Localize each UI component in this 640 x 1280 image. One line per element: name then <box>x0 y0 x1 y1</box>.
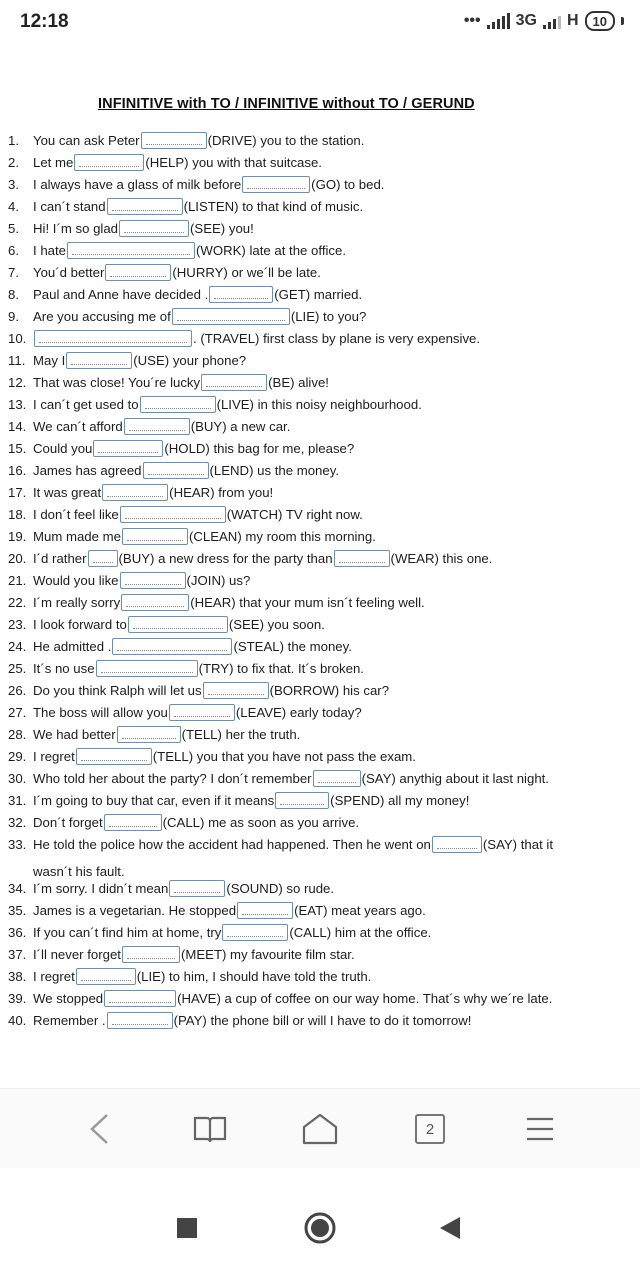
exercise-number: 23. <box>8 617 27 632</box>
exercise-item <box>8 1012 471 1029</box>
exercise-text: If you can´t find him at home, try <box>33 925 222 940</box>
answer-blank[interactable] <box>121 594 189 611</box>
exercise-text: We stopped <box>33 991 104 1006</box>
worksheet-title: INFINITIVE with TO / INFINITIVE without TO / GERUND <box>98 96 475 112</box>
answer-blank[interactable] <box>105 264 171 281</box>
exercise-number: 27. <box>8 705 27 720</box>
system-back-button[interactable] <box>430 1208 470 1248</box>
menu-button[interactable] <box>518 1107 562 1151</box>
exercise-number: 38. <box>8 969 27 984</box>
answer-blank[interactable] <box>237 902 293 919</box>
answer-blank[interactable] <box>76 748 152 765</box>
exercise-number: 19. <box>8 529 27 544</box>
answer-blank[interactable] <box>66 352 132 369</box>
answer-blank[interactable] <box>96 660 198 677</box>
answer-blank[interactable] <box>107 198 183 215</box>
exercise-item <box>8 286 362 303</box>
battery-level: 10 <box>592 13 607 29</box>
exercise-number: 21. <box>8 573 27 588</box>
exercise-item <box>8 418 290 435</box>
exercise-text: Who told her about the party? I don´t remember <box>33 771 312 786</box>
exercise-number: 6. <box>8 243 19 258</box>
status-indicators <box>464 11 624 31</box>
exercise-item <box>8 132 364 149</box>
exercise-text: That was close! You´re lucky <box>33 375 201 390</box>
exercise-number: 3. <box>8 177 19 192</box>
exercise-text: I´m really sorry <box>33 595 121 610</box>
exercise-text: Don´t forget <box>33 815 103 830</box>
exercise-number: 20. <box>8 551 27 566</box>
network-type: 3G <box>515 12 537 29</box>
exercise-item <box>8 880 334 897</box>
exercise-text: (EAT) meat years ago. <box>294 903 426 918</box>
exercise-item <box>8 616 325 633</box>
answer-blank[interactable] <box>117 726 181 743</box>
answer-blank[interactable] <box>141 132 207 149</box>
exercise-item <box>8 682 389 699</box>
exercise-number: 10. <box>8 331 27 346</box>
exercise-number: 29. <box>8 749 27 764</box>
browser-toolbar <box>0 1088 640 1168</box>
exercise-item <box>8 396 422 413</box>
exercise-number: 15. <box>8 441 27 456</box>
exercise-text: James is a vegetarian. He stopped <box>33 903 237 918</box>
exercise-item <box>8 792 469 809</box>
exercise-text: (HEAR) from you! <box>169 485 274 500</box>
exercise-number: 4. <box>8 199 19 214</box>
exercise-item <box>8 506 363 523</box>
answer-blank[interactable] <box>275 792 329 809</box>
exercise-33-continuation: wasn´t his fault. <box>33 864 125 879</box>
network-type-2: H <box>566 12 579 29</box>
answer-blank[interactable] <box>172 308 290 325</box>
exercise-item <box>8 990 552 1007</box>
exercise-text: (LIE) to him, I should have told the truth. <box>136 969 372 984</box>
exercise-number: 12. <box>8 375 27 390</box>
exercise-text: (SEE) you soon. <box>228 617 325 632</box>
exercise-item <box>8 946 355 963</box>
exercise-item <box>8 264 321 281</box>
exercise-text: (LIE) to you? <box>290 309 367 324</box>
exercise-text: (LEND) us the money. <box>209 463 339 478</box>
circle-icon <box>303 1211 337 1245</box>
exercise-item <box>8 550 492 567</box>
exercise-text: (DRIVE) you to the station. <box>207 133 365 148</box>
exercise-text: (SPEND) all my money! <box>330 793 470 808</box>
answer-blank[interactable] <box>432 836 482 853</box>
answer-blank[interactable] <box>67 242 195 259</box>
exercise-text: (WEAR) this one. <box>390 551 493 566</box>
exercise-text: (SEE) you! <box>190 221 254 236</box>
exercise-text: I always have a glass of milk before <box>33 177 242 192</box>
exercise-text: (HELP) you with that suitcase. <box>145 155 322 170</box>
exercise-text: (TRY) to fix that. It´s broken. <box>198 661 364 676</box>
worksheet-document[interactable] <box>0 44 640 1064</box>
exercise-number: 2. <box>8 155 19 170</box>
exercise-item <box>8 374 329 391</box>
exercise-item <box>8 968 371 985</box>
exercise-item <box>8 484 273 501</box>
exercise-text: . (TRAVEL) first class by plane is very expensive. <box>193 331 481 346</box>
status-time: 12:18 <box>20 11 69 32</box>
square-icon <box>176 1217 198 1239</box>
answer-blank[interactable] <box>102 484 168 501</box>
exercise-text: I´m sorry. I didn´t mean <box>33 881 169 896</box>
system-home-button[interactable] <box>300 1208 340 1248</box>
answer-blank[interactable] <box>112 638 232 655</box>
answer-blank[interactable] <box>169 880 225 897</box>
answer-blank[interactable] <box>120 572 186 589</box>
exercise-number: 30. <box>8 771 27 786</box>
exercise-text: (BUY) a new car. <box>190 419 291 434</box>
exercise-text: I don´t feel like <box>33 507 119 522</box>
system-navigation-bar <box>0 1190 640 1280</box>
exercise-item <box>8 528 376 545</box>
exercise-number: 14. <box>8 419 27 434</box>
exercise-text: (HAVE) a cup of coffee on our way home. That´s why we´re late. <box>177 991 553 1006</box>
exercise-number: 22. <box>8 595 27 610</box>
exercise-number: 34. <box>8 881 27 896</box>
exercise-item <box>8 572 250 589</box>
exercise-number: 7. <box>8 265 19 280</box>
answer-blank[interactable] <box>119 220 189 237</box>
exercise-number: 8. <box>8 287 19 302</box>
answer-blank[interactable] <box>313 770 361 787</box>
exercise-text: You can ask Peter <box>33 133 140 148</box>
exercise-number: 11. <box>8 353 26 368</box>
exercise-item <box>8 594 425 611</box>
exercise-text: (JOIN) us? <box>186 573 251 588</box>
exercise-text: Let me <box>33 155 74 170</box>
signal-icon-2 <box>543 13 561 29</box>
answer-blank[interactable] <box>107 1012 173 1029</box>
exercise-text: Do you think Ralph will let us <box>33 683 202 698</box>
battery-icon <box>585 11 615 31</box>
home-button[interactable] <box>298 1107 342 1151</box>
battery-tip-icon <box>621 17 624 25</box>
exercise-text: I can´t get used to <box>33 397 139 412</box>
notification-dots: ••• <box>463 12 481 29</box>
exercise-item <box>8 462 339 479</box>
answer-blank[interactable] <box>122 528 188 545</box>
answer-blank[interactable] <box>104 814 162 831</box>
exercise-number: 35. <box>8 903 27 918</box>
exercise-text: (LEAVE) early today? <box>235 705 362 720</box>
exercise-number: 37. <box>8 947 27 962</box>
exercise-number: 18. <box>8 507 27 522</box>
exercise-text: Mum made me <box>33 529 121 544</box>
exercise-text: I´m going to buy that car, even if it means <box>33 793 275 808</box>
exercise-number: 39. <box>8 991 27 1006</box>
answer-blank[interactable] <box>143 462 209 479</box>
exercise-item <box>8 726 300 743</box>
exercise-item <box>8 242 346 259</box>
exercise-text: (LISTEN) to that kind of music. <box>183 199 364 214</box>
exercise-text: Would you like <box>33 573 119 588</box>
exercise-item <box>8 770 549 787</box>
exercise-number: 5. <box>8 221 19 236</box>
exercise-text: (GO) to bed. <box>311 177 385 192</box>
exercise-text: (USE) your phone? <box>133 353 247 368</box>
exercise-item <box>8 814 359 831</box>
exercise-item <box>8 308 366 325</box>
exercise-number: 16. <box>8 463 27 478</box>
exercise-text: (BUY) a new dress for the party than <box>118 551 333 566</box>
exercise-text: The boss will allow you <box>33 705 168 720</box>
answer-blank[interactable] <box>34 330 192 347</box>
exercise-text: Remember . <box>33 1013 106 1028</box>
exercise-text: (SOUND) so rude. <box>226 881 335 896</box>
exercise-number: 40. <box>8 1013 27 1028</box>
exercise-text: I can´t stand <box>33 199 106 214</box>
exercise-text: I regret <box>33 969 75 984</box>
exercise-number: 32. <box>8 815 27 830</box>
exercise-item <box>8 660 364 677</box>
answer-blank[interactable] <box>74 154 144 171</box>
exercise-text: We had better <box>33 727 116 742</box>
answer-blank[interactable] <box>128 616 228 633</box>
exercise-text: Are you accusing me of <box>33 309 171 324</box>
exercise-number: 36. <box>8 925 27 940</box>
exercise-text: It´s no use <box>33 661 95 676</box>
exercise-text: I´d rather <box>33 551 87 566</box>
exercise-text: (SAY) that it <box>482 837 553 852</box>
exercise-text: (HEAR) that your mum isn´t feeling well. <box>190 595 425 610</box>
exercise-text: (BE) alive! <box>268 375 329 390</box>
exercise-text: (STEAL) the money. <box>233 639 352 654</box>
exercise-number: 13. <box>8 397 27 412</box>
menu-icon <box>525 1114 555 1144</box>
signal-icon <box>487 13 510 29</box>
exercise-text: (PAY) the phone bill or will I have to do it tomorrow! <box>173 1013 472 1028</box>
answer-blank[interactable] <box>140 396 216 413</box>
answer-blank[interactable] <box>209 286 273 303</box>
exercise-item <box>8 220 254 237</box>
exercise-text: (MEET) my favourite film star. <box>180 947 355 962</box>
exercise-item <box>8 198 363 215</box>
exercise-text: He admitted . <box>33 639 112 654</box>
exercise-text: May I <box>33 353 66 368</box>
exercise-text: (TELL) her the truth. <box>181 727 301 742</box>
exercise-item <box>8 748 416 765</box>
exercise-number: 28. <box>8 727 27 742</box>
recent-apps-button[interactable] <box>167 1208 207 1248</box>
exercise-item <box>8 902 426 919</box>
home-icon <box>301 1112 339 1146</box>
exercise-number: 25. <box>8 661 27 676</box>
exercise-number: 17. <box>8 485 27 500</box>
exercise-text: Hi! I´m so glad <box>33 221 119 236</box>
exercise-text: I regret <box>33 749 75 764</box>
answer-blank[interactable] <box>203 682 269 699</box>
exercise-text: (HURRY) or we´ll be late. <box>172 265 321 280</box>
exercise-text: (BORROW) his car? <box>269 683 390 698</box>
exercise-text: I look forward to <box>33 617 127 632</box>
answer-blank[interactable] <box>93 440 163 457</box>
exercise-item <box>8 924 431 941</box>
answer-blank[interactable] <box>169 704 235 721</box>
exercise-text: I´ll never forget <box>33 947 121 962</box>
exercise-text: (LIVE) in this noisy neighbourhood. <box>216 397 422 412</box>
exercise-number: 33. <box>8 837 27 852</box>
exercise-item <box>8 638 352 655</box>
answer-blank[interactable] <box>120 506 226 523</box>
exercise-item <box>8 440 354 457</box>
exercise-number: 24. <box>8 639 27 654</box>
exercise-item <box>8 176 384 193</box>
tab-count: 2 <box>415 1114 445 1144</box>
exercise-text: (WORK) late at the office. <box>196 243 347 258</box>
answer-blank[interactable] <box>242 176 310 193</box>
answer-blank[interactable] <box>124 418 190 435</box>
exercise-text: He told the police how the accident had happened. Then he went on <box>33 837 431 852</box>
exercise-item <box>8 154 322 171</box>
exercise-text: (GET) married. <box>274 287 363 302</box>
tabs-button[interactable] <box>408 1107 452 1151</box>
chevron-left-icon <box>87 1112 113 1146</box>
exercise-item <box>8 352 246 369</box>
answer-blank[interactable] <box>222 924 288 941</box>
exercise-text: (CLEAN) my room this morning. <box>188 529 376 544</box>
exercise-text: You´d better <box>33 265 105 280</box>
exercise-item <box>8 704 362 721</box>
book-icon <box>192 1114 228 1144</box>
exercise-text: (CALL) me as soon as you arrive. <box>162 815 360 830</box>
exercise-text: I hate <box>33 243 66 258</box>
triangle-back-icon <box>438 1216 462 1240</box>
exercise-item <box>8 836 553 853</box>
exercise-text: Could you <box>33 441 93 456</box>
exercise-text: (WATCH) TV right now. <box>226 507 363 522</box>
answer-blank[interactable] <box>122 946 180 963</box>
exercise-text: James has agreed <box>33 463 142 478</box>
exercise-text: (SAY) anythig about it last night. <box>361 771 549 786</box>
answer-blank[interactable] <box>104 990 176 1007</box>
exercise-number: 31. <box>8 793 27 808</box>
exercise-text: We can´t afford <box>33 419 123 434</box>
bookmarks-button[interactable] <box>188 1107 232 1151</box>
answer-blank[interactable] <box>334 550 390 567</box>
answer-blank[interactable] <box>201 374 267 391</box>
answer-blank[interactable] <box>88 550 118 567</box>
exercise-number: 9. <box>8 309 19 324</box>
exercise-text: (HOLD) this bag for me, please? <box>164 441 355 456</box>
exercise-number: 1. <box>8 133 19 148</box>
exercise-text: (CALL) him at the office. <box>289 925 432 940</box>
exercise-number: 26. <box>8 683 27 698</box>
exercise-text: (TELL) you that you have not pass the exam. <box>152 749 416 764</box>
back-button[interactable] <box>78 1107 122 1151</box>
status-bar <box>0 0 640 44</box>
answer-blank[interactable] <box>76 968 136 985</box>
exercise-text: Paul and Anne have decided . <box>33 287 209 302</box>
exercise-item <box>8 330 480 347</box>
exercise-text: It was great <box>33 485 102 500</box>
